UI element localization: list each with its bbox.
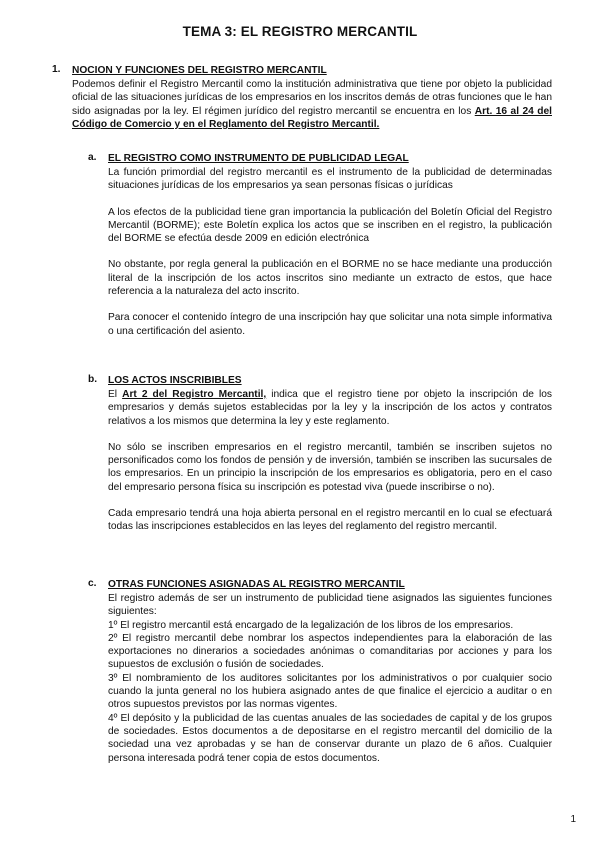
- subsection-b: [88, 374, 552, 534]
- page-title: TEMA 3: EL REGISTRO MERCANTIL: [182, 24, 418, 39]
- section-paragraph: [72, 78, 552, 131]
- function-item: 1º El registro mercantil está encargado de la legalización de los libros de los empresarios.: [108, 619, 514, 631]
- subsection-letter: b.: [88, 374, 98, 385]
- section-number: 1.: [52, 64, 61, 75]
- section-1: [52, 64, 552, 131]
- paragraph: Cada empresario tendrá una hoja abierta personal en el registro mercantil en lo cual se efectuará todas las inscripciones establecidos en las leyes del reglamento del registro mercantil.: [108, 508, 552, 533]
- paragraph-text: Podemos definir el Registro Mercantil como la institución administrativa que tiene por objeto la publicidad oficial de las situaciones jurídicas de los empresarios en los inscritos demás de otras funciones que le han sido asignadas por la ley. El régimen jurídico del registro mercantil se encuentra en los: [72, 79, 552, 117]
- paragraph: El registro además de ser un instrumento de publicidad tiene asignados las siguientes funciones siguientes:: [108, 593, 552, 618]
- paragraph: A los efectos de la publicidad tiene gran importancia la publicación del Boletín Oficial del Registro Mercantil (BORME); este Boletín explica los actos que se inscriben en el registro, la publicación del BORME se efectúa desde 2009 en edición electrónica: [108, 206, 552, 245]
- section-heading: NOCION Y FUNCIONES DEL REGISTRO MERCANTIL: [72, 65, 327, 76]
- subsection-heading: LOS ACTOS INSCRIBIBLES: [108, 375, 242, 386]
- subsection-heading: EL REGISTRO COMO INSTRUMENTO DE PUBLICIDAD LEGAL: [108, 153, 409, 164]
- paragraph: No sólo se inscriben empresarios en el registro mercantil, también se inscriben sujetos no personificados como los fondos de pensión y de inversión, también se inscriben las sucursales de los empresarios. En un principio la inscripción de los empresarios es obligatoria, pero en el caso del empresario persona física su inscripción es potestad viva (puede inscribirse o no).: [108, 441, 552, 493]
- paragraph: Para conocer el contenido íntegro de una inscripción hay que solicitar una nota simple informativa o una certificación del asiento.: [108, 312, 552, 337]
- legal-reference: Art 2 del Registro Mercantil,: [122, 389, 267, 400]
- subsection-a: [88, 152, 552, 338]
- function-item: 4º El depósito y la publicidad de las cuentas anuales de las sociedades de capital y de los grupos de sociedades. Estos documentos a de depositarse en el registro mercantil del domicilio de la sociedad una vez aprobadas y se han de conservar durante un plazo de 6 años. Cualquier persona interesada podrá tener copia de estos documentos.: [108, 712, 552, 764]
- subsection-letter: a.: [88, 152, 97, 163]
- subsection-letter: c.: [88, 578, 97, 589]
- legal-reference: Art. 16 al 24 del Código de Comercio y en el Reglamento del Registro Mercantil.: [72, 105, 552, 130]
- subsection-c: [88, 578, 552, 765]
- paragraph-text: indica que el registro tiene por objeto la inscripción de los empresarios y demás sujetos establecidas por la ley y la inscripción de los actos y contratos relativos a los mismos que determina la ley y este reglamento.: [108, 389, 552, 427]
- paragraph: No obstante, por regla general la publicación en el BORME no se hace mediante una producción literal de la inscripción de los actos inscritos sino mediante un extracto de estos, que hace referencia a la naturaleza del acto inscrito.: [108, 259, 552, 298]
- paragraph: [108, 388, 552, 428]
- function-item: 3º El nombramiento de los auditores solicitantes por los administrativos o por cualquier socio cuando la junta general no los hubiera asignado antes de que finalice el ejercicio a auditar o en otros supuestos previstos por las normas vigentes.: [108, 672, 552, 711]
- page-number: 1: [570, 814, 576, 825]
- function-item: 2º El registro mercantil debe nombrar los aspectos independientes para la elaboración de las exportaciones no dinerarios a sociedades anónimas o comanditarias por acciones y para los supuestos de exclusión o fusión de sociedades.: [108, 632, 552, 671]
- subsection-heading: OTRAS FUNCIONES ASIGNADAS AL REGISTRO MERCANTIL: [108, 579, 405, 590]
- paragraph-text: El: [108, 389, 123, 400]
- paragraph: La función primordial del registro mercantil es el instrumento de la publicidad de determinadas situaciones jurídicas de los empresarios ya sean personas físicas o jurídicas: [108, 167, 552, 192]
